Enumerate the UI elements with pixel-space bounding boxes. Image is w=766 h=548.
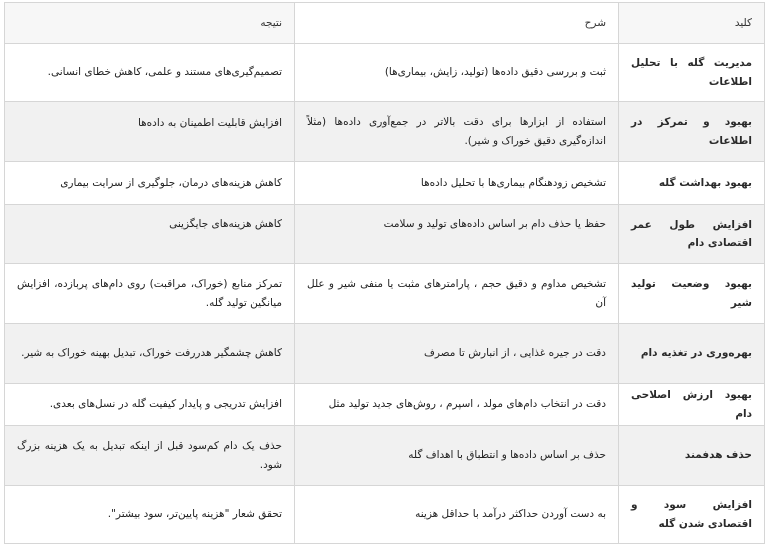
- cell-key: حذف هدفمند: [619, 426, 765, 486]
- cell-description: تشخیص مداوم و دقیق حجم ، پارامترهای مثبت یا منفی شیر و علل آن: [295, 264, 619, 324]
- table-row: [5, 162, 765, 205]
- table-row: [5, 426, 765, 486]
- table-header-row: [5, 3, 765, 44]
- cell-key: افزایش سود و اقتصادی شدن گله: [619, 486, 765, 544]
- table-row: [5, 205, 765, 264]
- cell-result: افزایش قابلیت اطمینان به داده‌ها: [5, 102, 295, 162]
- cell-result: افزایش تدریجی و پایدار کیفیت گله در نسل‌های بعدی.: [5, 384, 295, 426]
- cell-result: کاهش چشمگیر هدررفت خوراک، تبدیل بهینه خوراک به شیر.: [5, 324, 295, 384]
- cell-description: ثبت و بررسی دقیق داده‌ها (تولید، زایش، بیماری‌ها): [295, 44, 619, 102]
- cell-key: بهبود بهداشت گله: [619, 162, 765, 205]
- cell-key: بهره‌وری در تغذیه دام: [619, 324, 765, 384]
- table-row: [5, 264, 765, 324]
- cell-key: بهبود و تمرکز در اطلاعات: [619, 102, 765, 162]
- cell-result: حذف یک دام کم‌سود قبل از اینکه تبدیل به یک هزینه بزرگ شود.: [5, 426, 295, 486]
- column-header-description: شرح: [295, 3, 619, 44]
- cell-key: بهبود وضعیت تولید شیر: [619, 264, 765, 324]
- cell-key: افزایش طول عمر اقتصادی دام: [619, 205, 765, 264]
- column-header-key: کلید: [619, 3, 765, 44]
- cell-result: تحقق شعار "هزینه پایین‌تر، سود بیشتر".: [5, 486, 295, 544]
- cell-result: تمرکز منابع (خوراک، مراقبت) روی دام‌های پربازده، افزایش میانگین تولید گله.: [5, 264, 295, 324]
- table-row: [5, 324, 765, 384]
- cell-description: حفظ یا حذف دام بر اساس داده‌های تولید و سلامت: [295, 205, 619, 264]
- table-row: [5, 44, 765, 102]
- cell-description: به دست آوردن حداکثر درآمد با حداقل هزینه: [295, 486, 619, 544]
- cell-result: کاهش هزینه‌های جایگزینی: [5, 205, 295, 264]
- cell-result: تصمیم‌گیری‌های مستند و علمی، کاهش خطای انسانی.: [5, 44, 295, 102]
- cell-key: بهبود ارزش اصلاحی دام: [619, 384, 765, 426]
- table-row: [5, 102, 765, 162]
- cell-key: مدیریت گله با تحلیل اطلاعات: [619, 44, 765, 102]
- cell-description: دقت در جیره غذایی ، از انبارش تا مصرف: [295, 324, 619, 384]
- cell-description: حذف بر اساس داده‌ها و انتطباق با اهداف گله: [295, 426, 619, 486]
- table-row: [5, 486, 765, 544]
- cell-description: دقت در انتخاب دام‌های مولد ، اسپرم ، روش‌های جدید تولید مثل: [295, 384, 619, 426]
- benefits-table: [4, 2, 765, 544]
- cell-description: استفاده از ابزارها برای دقت بالاتر در جمع‌آوری داده‌ها (مثلاً اندازه‌گیری دقیق خوراک و شیر).: [295, 102, 619, 162]
- table-row: [5, 384, 765, 426]
- table-container: [5, 2, 765, 544]
- cell-description: تشخیص زودهنگام بیماری‌ها با تحلیل داده‌ها: [295, 162, 619, 205]
- cell-result: کاهش هزینه‌های درمان، جلوگیری از سرایت بیماری: [5, 162, 295, 205]
- column-header-result: نتیجه: [5, 3, 295, 44]
